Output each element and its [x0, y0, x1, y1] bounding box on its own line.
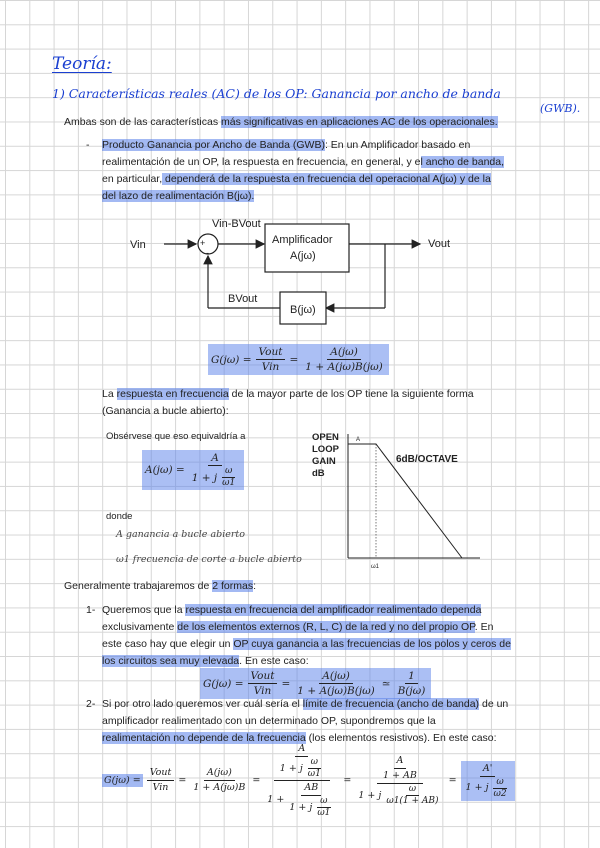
- definition-cutoff: ω1 frecuencia de corte a bucle abierto: [116, 554, 302, 565]
- equation-closed-loop: G(jω) = $\frac{\text{Vout}}{\text{Vin}}$ = $\frac{A(j\omega)}{1 + A(j\omega)B(j\omega)}$: [208, 344, 389, 375]
- amplifier-label: Amplificador: [272, 234, 333, 246]
- plus-sign: +: [200, 238, 206, 248]
- bode-xtick-label: ω1: [371, 564, 380, 570]
- bode-ylabel-1: OPEN: [312, 432, 339, 443]
- item2-number: 2-: [86, 698, 96, 710]
- item2-paragraph: Si por otro lado queremos ver cuál sería el límite de frecuencia (ancho de banda) de un amplificador realimentado con un determinado OP, supondremos que la realimentación no depende de la frecuencia (los elementos resistivos). En este caso:: [102, 698, 509, 744]
- bode-peak-label: A: [356, 437, 361, 443]
- handwritten-heading: 1) Características reales (AC) de los OP: Ganancia por ancho de banda: [52, 86, 501, 101]
- handwritten-heading-tail: (GWB).: [540, 102, 581, 115]
- bode-ylabel-3: GAIN: [312, 456, 336, 467]
- equation-open-loop: A(jω) = A 1 + j $\frac{\omega}{\omega 1}$: [142, 450, 244, 490]
- amplifier-block: [265, 224, 349, 272]
- equation-approximation: G(jω) = $\frac{\text{Vout}}{\text{Vin}}$ = $\frac{A(j\omega)}{1 + A(j\omega)B(j\omega)}$ ≃ $\frac{1}{B(j\omega)}$: [200, 668, 431, 699]
- error-label: Vin-BVout: [212, 218, 261, 230]
- observe-text: Obsérvese que eso equivaldría a: [106, 431, 246, 442]
- donde-text: donde: [106, 511, 133, 522]
- bode-ylabel-2: LOOP: [312, 444, 339, 455]
- bode-slope-label: 6dB/OCTAVE: [396, 454, 458, 465]
- bullet-paragraph: Producto Ganancia por Ancho de Banda (GWB): En un Amplificador basado en realimentación de un OP, la respuesta en frecuencia, en general, y el ancho de banda, en particular, dependerá de la respuesta en frecuencia del operacional A(jω) y de la del lazo de realimentación B(jω).: [102, 139, 505, 202]
- definition-gain: A ganancia a bucle abierto: [116, 529, 245, 540]
- block-diagram: [120, 212, 480, 332]
- handwritten-title: Teoría:: [52, 54, 112, 74]
- vout-label: Vout: [428, 238, 451, 250]
- intro-paragraph: Ambas son de las características más significativas en aplicaciones AC de los operacionales.: [64, 116, 498, 128]
- equation-bandwidth: G(jω) = $\frac{\text{Vout}}{\text{Vin}}$ = $\frac{A(j\omega)}{1 + A(j\omega)B}$ = A 1 + j $\frac{\omega}{\omega 1}$ 1 + AB 1 + j $\frac{\omega}{\omega 1}$ = $\frac{A}{1 + AB}$ 1 + j $\frac{\omega}{\omega 1(1 + AB)}$ = A' 1 + j $\frac{\omega}{\omega 2}$: [102, 742, 515, 819]
- bode-ylabel-4: dB: [312, 468, 325, 479]
- general-paragraph: Generalmente trabajaremos de 2 formas:: [64, 580, 257, 592]
- response-paragraph: La respuesta en frecuencia de la mayor parte de los OP tiene la siguiente forma (Ganancia a bucle abierto):: [102, 388, 474, 417]
- feedback-tf-label: B(jω): [290, 304, 316, 316]
- item1-paragraph: Queremos que la respuesta en frecuencia del amplificador realimentado dependa exclusivamente de los elementos externos (R, L, C) de la red y no del propio OP. En este caso hay que elegir un OP cuya ganancia a las frecuencias de los polos y ceros de los circuitos sea muy elevada. En este caso:: [102, 604, 511, 667]
- bullet-marker: -: [86, 139, 90, 151]
- bode-plot: [308, 426, 488, 572]
- item1-number: 1-: [86, 604, 96, 616]
- bvout-label: BVout: [228, 293, 258, 305]
- vin-label: Vin: [130, 239, 146, 251]
- amplifier-tf-label: A(jω): [290, 250, 316, 262]
- minus-sign: -: [206, 248, 209, 258]
